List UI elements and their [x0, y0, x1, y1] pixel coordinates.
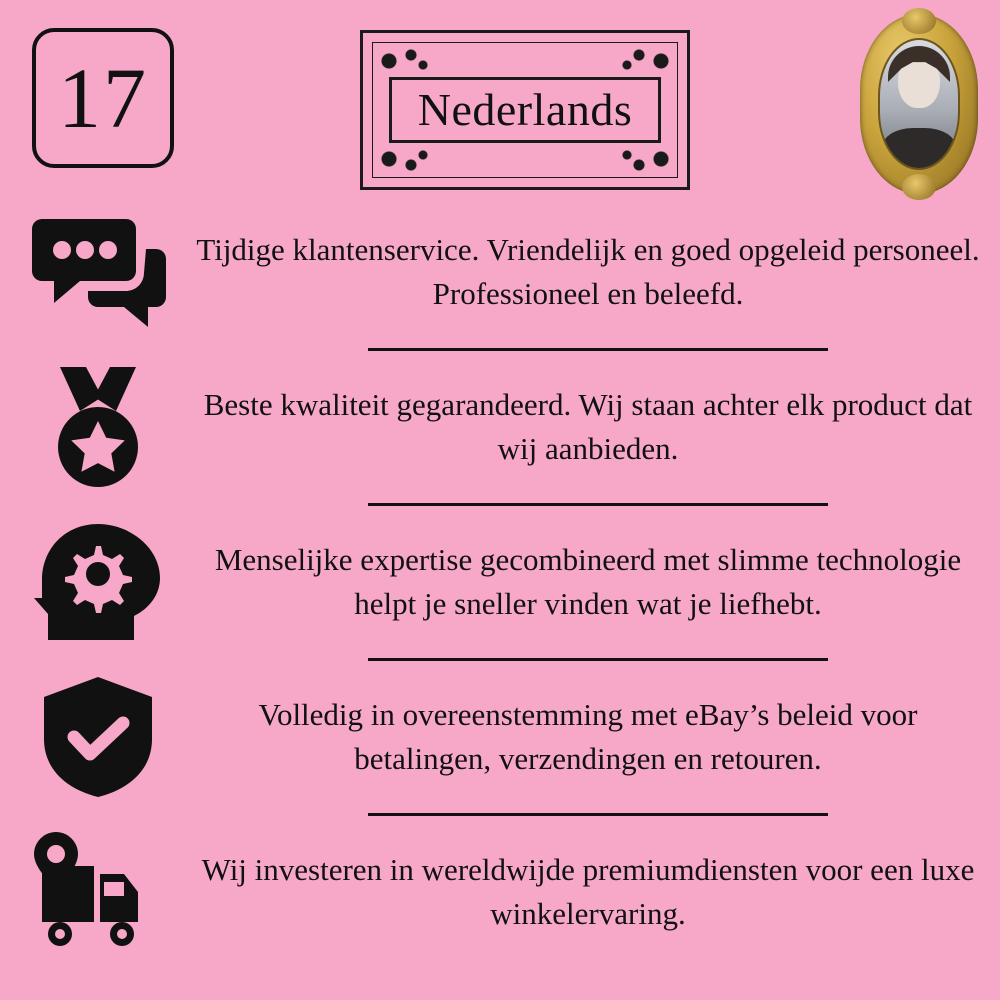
title-frame: [360, 30, 690, 190]
list-item-label: Beste kwaliteit gegarandeerd. Wij staan achter elk product dat wij aanbieden.: [203, 387, 973, 466]
list-item: [0, 816, 1000, 968]
shield-check-icon: [0, 675, 196, 799]
list-item: [0, 506, 1000, 658]
portrait-body: [882, 128, 956, 170]
list-item-label: Wij investeren in wereldwijde premiumdiensten voor een luxe winkelervaring.: [201, 852, 975, 931]
list-item-text-cell: [196, 383, 1000, 471]
flourish-bottom-right-icon: [619, 145, 673, 175]
list-item-text-cell: [196, 538, 1000, 626]
header: [0, 0, 1000, 200]
list-item-text-cell: [196, 228, 1000, 316]
flourish-bottom-left-icon: [377, 145, 431, 175]
list-item-label: Volledig in overeenstemming met eBay’s beleid voor betalingen, verzendingen en retouren.: [258, 697, 918, 776]
list-item-text-cell: [196, 693, 1000, 781]
page-title: Nederlands: [417, 84, 633, 135]
head-gear-icon: [0, 520, 196, 644]
list-item-label: Tijdige klantenservice. Vriendelijk en goed opgeleid personeel. Professioneel en beleefd.: [196, 232, 980, 311]
list-item: [0, 351, 1000, 503]
portrait-cameo: [860, 14, 978, 194]
number-badge-label: 17: [58, 50, 148, 146]
feature-list: [0, 196, 1000, 968]
medal-star-icon: [0, 363, 196, 491]
delivery-location-icon: [0, 830, 196, 954]
list-item-label: Menselijke expertise gecombineerd met slimme technologie helpt je sneller vinden wat je liefhebt.: [214, 542, 962, 621]
title-inner-frame: [389, 77, 661, 143]
list-item-text-cell: [196, 848, 1000, 936]
list-item: [0, 196, 1000, 348]
portrait-image: [878, 38, 960, 170]
flourish-top-right-icon: [619, 45, 673, 75]
list-item: [0, 661, 1000, 813]
number-badge: [32, 28, 174, 168]
chat-bubbles-icon: [0, 213, 196, 331]
flourish-top-left-icon: [377, 45, 431, 75]
